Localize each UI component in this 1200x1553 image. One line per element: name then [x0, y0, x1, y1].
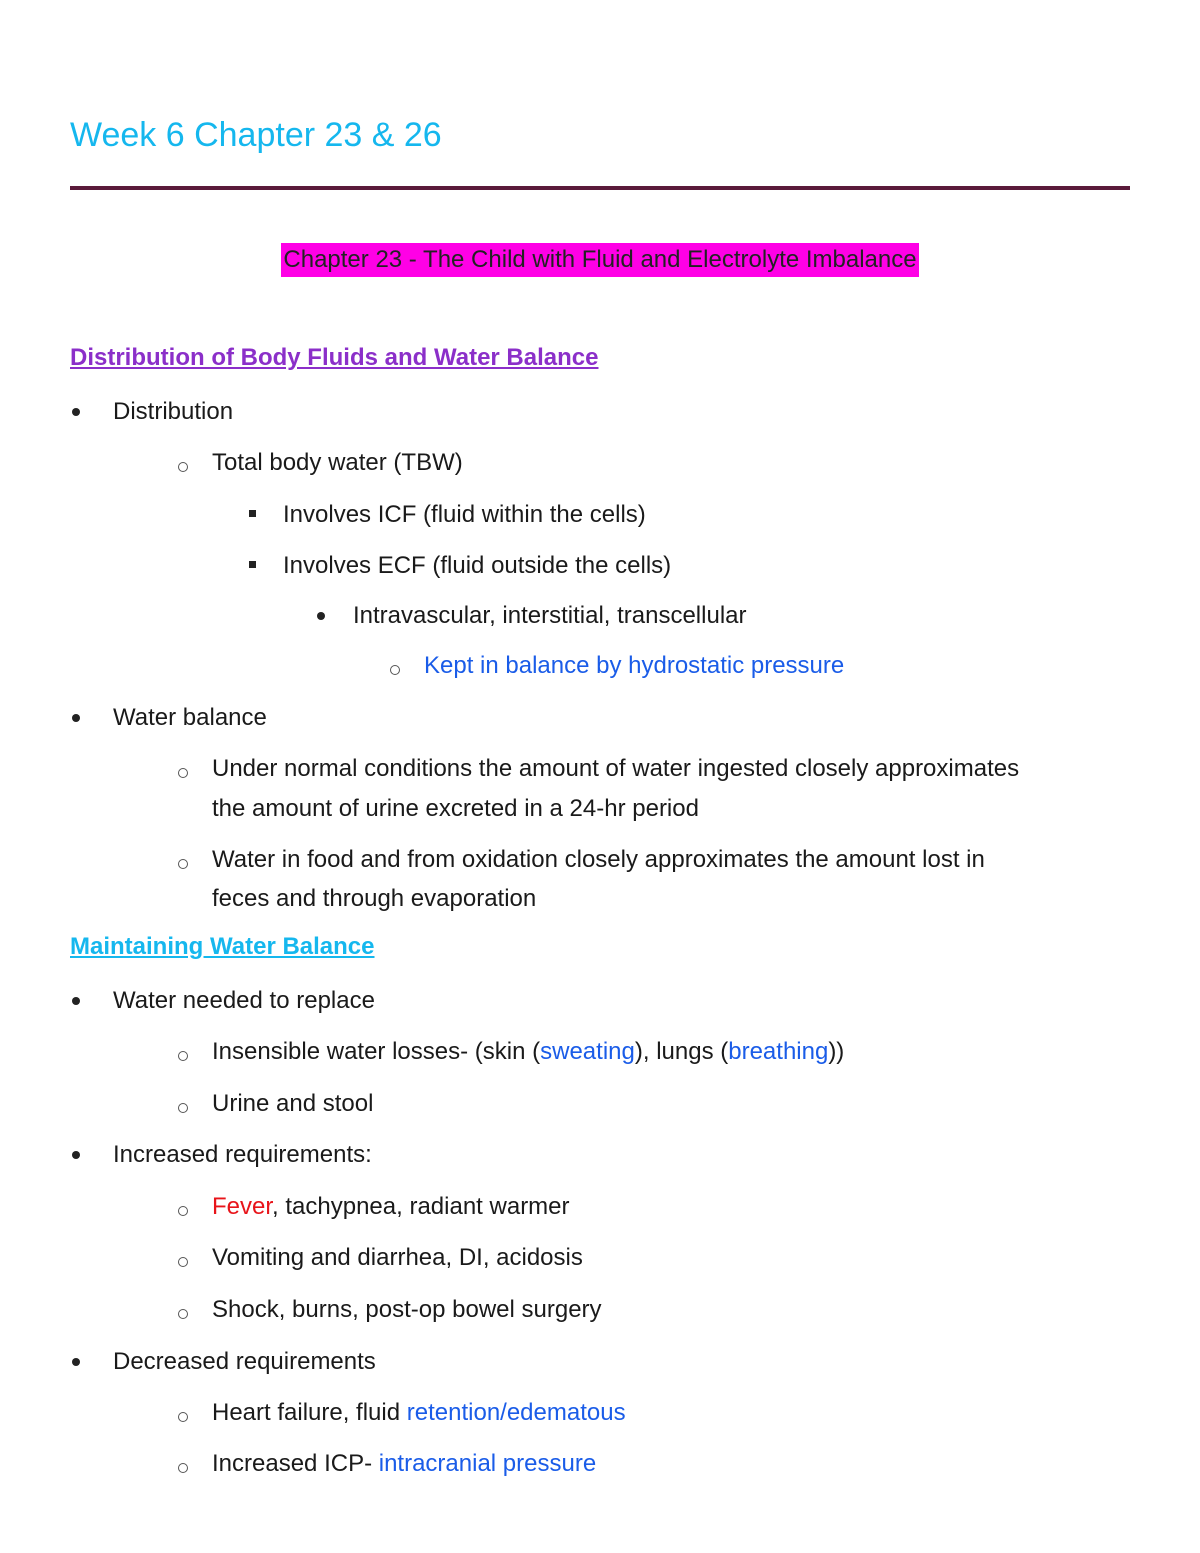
- text-run-red: Fever: [212, 1193, 273, 1220]
- text-run: , tachypnea, radiant warmer: [272, 1193, 570, 1220]
- text-run-blue: sweating: [540, 1038, 635, 1065]
- bullet-dot: [72, 1151, 80, 1159]
- list-item: Increased requirements:: [113, 1141, 372, 1168]
- bullet-circle: [390, 665, 400, 675]
- list-item: Involves ECF (fluid outside the cells): [283, 552, 672, 579]
- bullet-circle: [178, 1051, 188, 1061]
- bullet-dot: [317, 612, 325, 620]
- list-item: Under normal conditions the amount of water ingested closely approximates: [212, 755, 1020, 782]
- list-item: Kept in balance by hydrostatic pressure: [424, 652, 845, 679]
- section-heading-distribution: Distribution of Body Fluids and Water Balance: [70, 344, 599, 371]
- list-item: Urine and stool: [212, 1090, 374, 1117]
- bullet-dot: [72, 1358, 80, 1366]
- bullet-dot: [72, 714, 80, 722]
- list-item: [212, 1393, 626, 1433]
- bullet-circle: [178, 1206, 188, 1216]
- bullet-circle: [178, 1412, 188, 1422]
- section-heading-maintaining: Maintaining Water Balance: [70, 933, 375, 960]
- chapter-heading-wrap: [0, 243, 1200, 277]
- list-item: Distribution: [113, 398, 234, 425]
- bullet-circle: [178, 768, 188, 778]
- chapter-heading: Chapter 23 - The Child with Fluid and Electrolyte Imbalance: [281, 243, 918, 277]
- list-item-continuation: the amount of urine excreted in a 24-hr period: [212, 795, 699, 822]
- text-run: Increased ICP-: [212, 1450, 379, 1477]
- list-item: Water needed to replace: [113, 987, 375, 1014]
- text-run-blue: intracranial pressure: [378, 1450, 597, 1477]
- text-run: ), lungs (: [634, 1038, 729, 1065]
- list-item: Intravascular, interstitial, transcellular: [353, 602, 747, 629]
- list-item: Involves ICF (fluid within the cells): [283, 501, 646, 528]
- bullet-square: [249, 510, 256, 517]
- title-divider: [70, 186, 1130, 190]
- list-item: Vomiting and diarrhea, DI, acidosis: [212, 1244, 583, 1271]
- list-item: Decreased requirements: [113, 1348, 376, 1375]
- bullet-square: [249, 561, 256, 568]
- text-run: Insensible water losses- (skin (: [212, 1038, 541, 1065]
- bullet-circle: [178, 1257, 188, 1267]
- list-item-continuation: feces and through evaporation: [212, 885, 537, 912]
- text-run-blue: breathing: [728, 1038, 829, 1065]
- bullet-circle: [178, 1309, 188, 1319]
- text-run: Heart failure, fluid: [212, 1399, 407, 1426]
- list-item: [212, 1032, 844, 1072]
- text-run: )): [828, 1038, 845, 1065]
- list-item: [212, 1444, 596, 1484]
- list-item: [212, 1187, 570, 1227]
- bullet-dot: [72, 997, 80, 1005]
- bullet-circle: [178, 462, 188, 472]
- list-item: Total body water (TBW): [212, 449, 463, 476]
- list-item: Water balance: [113, 704, 267, 731]
- bullet-circle: [178, 1103, 188, 1113]
- list-item: Water in food and from oxidation closely approximates the amount lost in: [212, 846, 985, 873]
- bullet-circle: [178, 1463, 188, 1473]
- bullet-dot: [72, 408, 80, 416]
- list-item: Shock, burns, post-op bowel surgery: [212, 1296, 602, 1323]
- page-title: Week 6 Chapter 23 & 26: [70, 116, 442, 154]
- bullet-circle: [178, 859, 188, 869]
- text-run-blue: retention/edematous: [406, 1399, 626, 1426]
